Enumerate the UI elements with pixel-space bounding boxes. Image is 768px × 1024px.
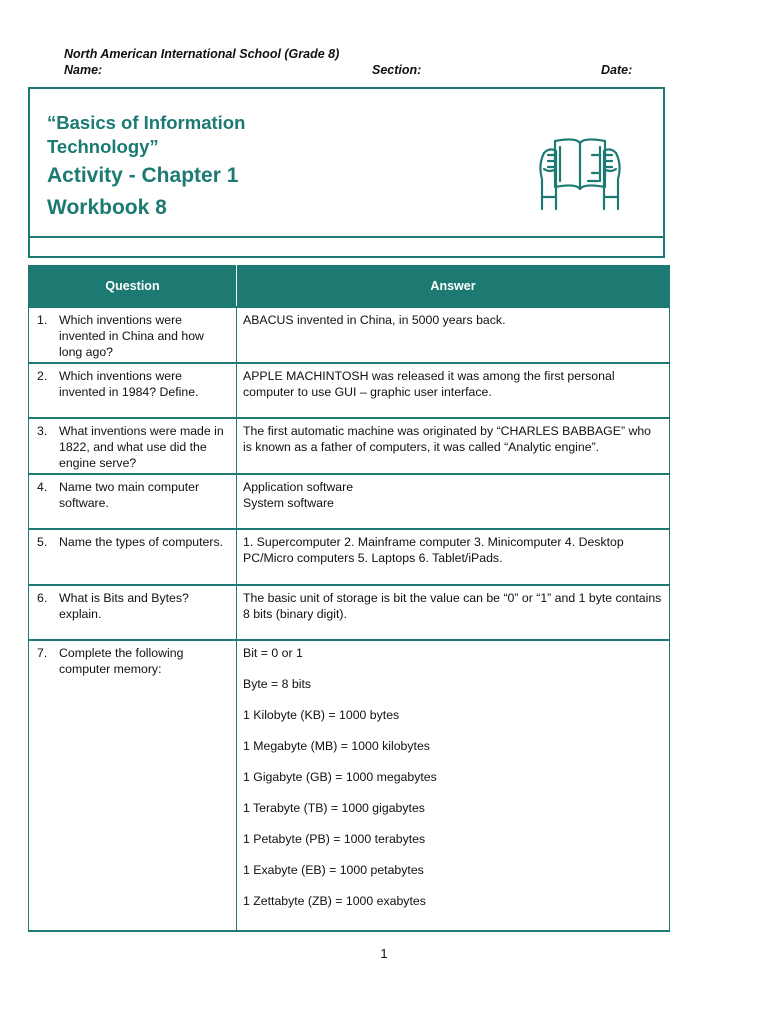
title-line-2: Technology” (47, 136, 159, 157)
title-divider (30, 236, 663, 238)
question-cell (29, 474, 237, 529)
question-number: 6. (37, 591, 48, 605)
question-cell (29, 307, 237, 363)
memory-line: 1 Kilobyte (KB) = 1000 bytes (243, 707, 400, 722)
question-cell (29, 363, 237, 418)
memory-line: 1 Gigabyte (GB) = 1000 megabytes (243, 769, 437, 784)
answer-cell: The first automatic machine was originated by “CHARLES BABBAGE” who is known as a father of computers, it was called “Analytic engine”. (237, 418, 670, 474)
answer-cell: APPLE MACHINTOSH was released it was among the first personal computer to use GUI – graphic user interface. (237, 363, 670, 418)
qa-table (28, 265, 670, 932)
question-cell (29, 585, 237, 640)
question-cell (29, 640, 237, 931)
question-cell (29, 418, 237, 474)
table-row (29, 418, 670, 474)
table-row (29, 363, 670, 418)
answer-cell (237, 474, 670, 529)
answer-line: System software (243, 495, 334, 510)
table-row (29, 307, 670, 363)
worksheet-header (64, 46, 684, 78)
question-column-header: Question (29, 265, 237, 307)
question-text: What inventions were made in 1822, and what use did the engine serve? (59, 424, 224, 470)
title-line-4: Workbook 8 (47, 196, 167, 219)
title-line-3: Activity - Chapter 1 (47, 164, 239, 187)
question-number: 4. (37, 480, 48, 494)
memory-line: 1 Megabyte (MB) = 1000 kilobytes (243, 738, 430, 753)
title-box (28, 87, 665, 258)
table-header-row (29, 265, 670, 307)
answer-line: Application software (243, 480, 354, 494)
question-number: 1. (37, 313, 48, 327)
question-text: Which inventions were invented in 1984? Define. (59, 369, 199, 399)
page-number: 1 (380, 946, 388, 961)
question-text: Which inventions were invented in China and how long ago? (59, 313, 204, 359)
section-label: Section: (372, 63, 422, 77)
table-row (29, 585, 670, 640)
answer-cell: The basic unit of storage is bit the value can be “0” or “1” and 1 byte contains 8 bits (binary digit). (237, 585, 670, 640)
answer-cell: 1. Supercomputer 2. Mainframe computer 3. Minicomputer 4. Desktop PC/Micro computers 5. Laptops 6. Tablet/iPads. (237, 529, 670, 585)
memory-answer-cell (237, 640, 670, 931)
memory-line: 1 Zettabyte (ZB) = 1000 exabytes (243, 893, 426, 908)
question-text: Name the types of computers. (59, 535, 224, 549)
memory-line: 1 Terabyte (TB) = 1000 gigabytes (243, 800, 425, 815)
date-label: Date: (601, 63, 633, 77)
table-row (29, 640, 670, 931)
question-cell (29, 529, 237, 585)
table-row (29, 529, 670, 585)
memory-line: Bit = 0 or 1 (243, 646, 303, 660)
worksheet-title (47, 111, 245, 223)
reading-book-icon (508, 125, 658, 220)
name-label: Name: (64, 63, 103, 77)
table-row (29, 474, 670, 529)
answer-column-header: Answer (237, 265, 670, 307)
memory-line: 1 Petabyte (PB) = 1000 terabytes (243, 831, 426, 846)
question-text: Name two main computer software. (59, 480, 200, 510)
question-number: 5. (37, 535, 48, 549)
answer-cell: ABACUS invented in China, in 5000 years back. (237, 307, 670, 363)
memory-line: Byte = 8 bits (243, 676, 312, 691)
question-number: 2. (37, 369, 48, 383)
title-line-1: “Basics of Information (47, 112, 246, 133)
question-number: 7. (37, 646, 48, 660)
student-info-line (64, 62, 684, 78)
question-text: What is Bits and Bytes? explain. (59, 591, 189, 621)
question-number: 3. (37, 424, 48, 438)
school-name: North American International School (Grade 8) (64, 47, 340, 61)
question-text: Complete the following computer memory: (59, 646, 184, 676)
memory-line: 1 Exabyte (EB) = 1000 petabytes (243, 862, 424, 877)
